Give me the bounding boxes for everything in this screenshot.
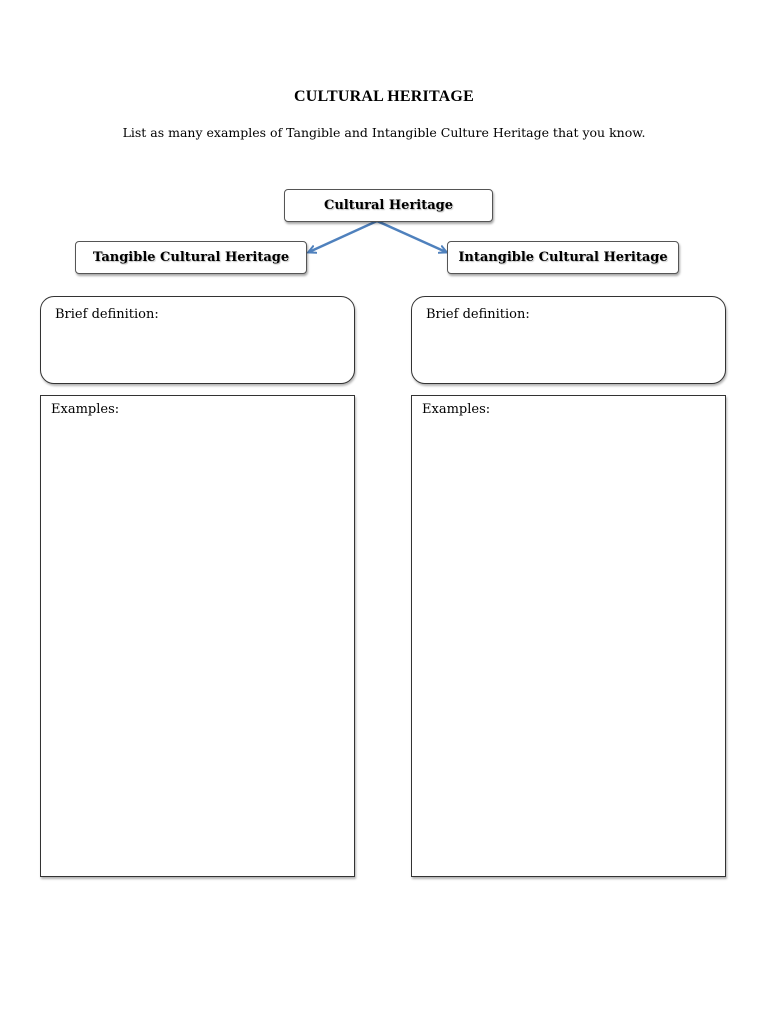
arrow-to-tangible [309,221,377,252]
tangible-definition-label: Brief definition: [55,307,159,322]
intangible-examples-label: Examples: [422,402,491,417]
intangible-definition-box[interactable] [411,296,726,384]
intangible-examples-box[interactable] [411,395,726,877]
tangible-examples-label: Examples: [51,402,120,417]
intangible-heritage-node [447,241,679,274]
tangible-heritage-label: Tangible Cultural Heritage [92,250,290,265]
tangible-definition-box[interactable] [40,296,355,384]
instructions-text: List as many examples of Tangible and Intangible Culture Heritage that you know. [122,125,646,140]
tangible-examples-box[interactable] [40,395,355,877]
arrow-to-intangible [377,221,446,252]
cultural-heritage-label: Cultural Heritage [323,198,454,213]
cultural-heritage-node [284,189,493,222]
tangible-heritage-node [75,241,307,274]
page-title: CULTURAL HERITAGE [294,88,474,105]
intangible-definition-label: Brief definition: [426,307,530,322]
intangible-heritage-label: Intangible Cultural Heritage [458,250,668,265]
